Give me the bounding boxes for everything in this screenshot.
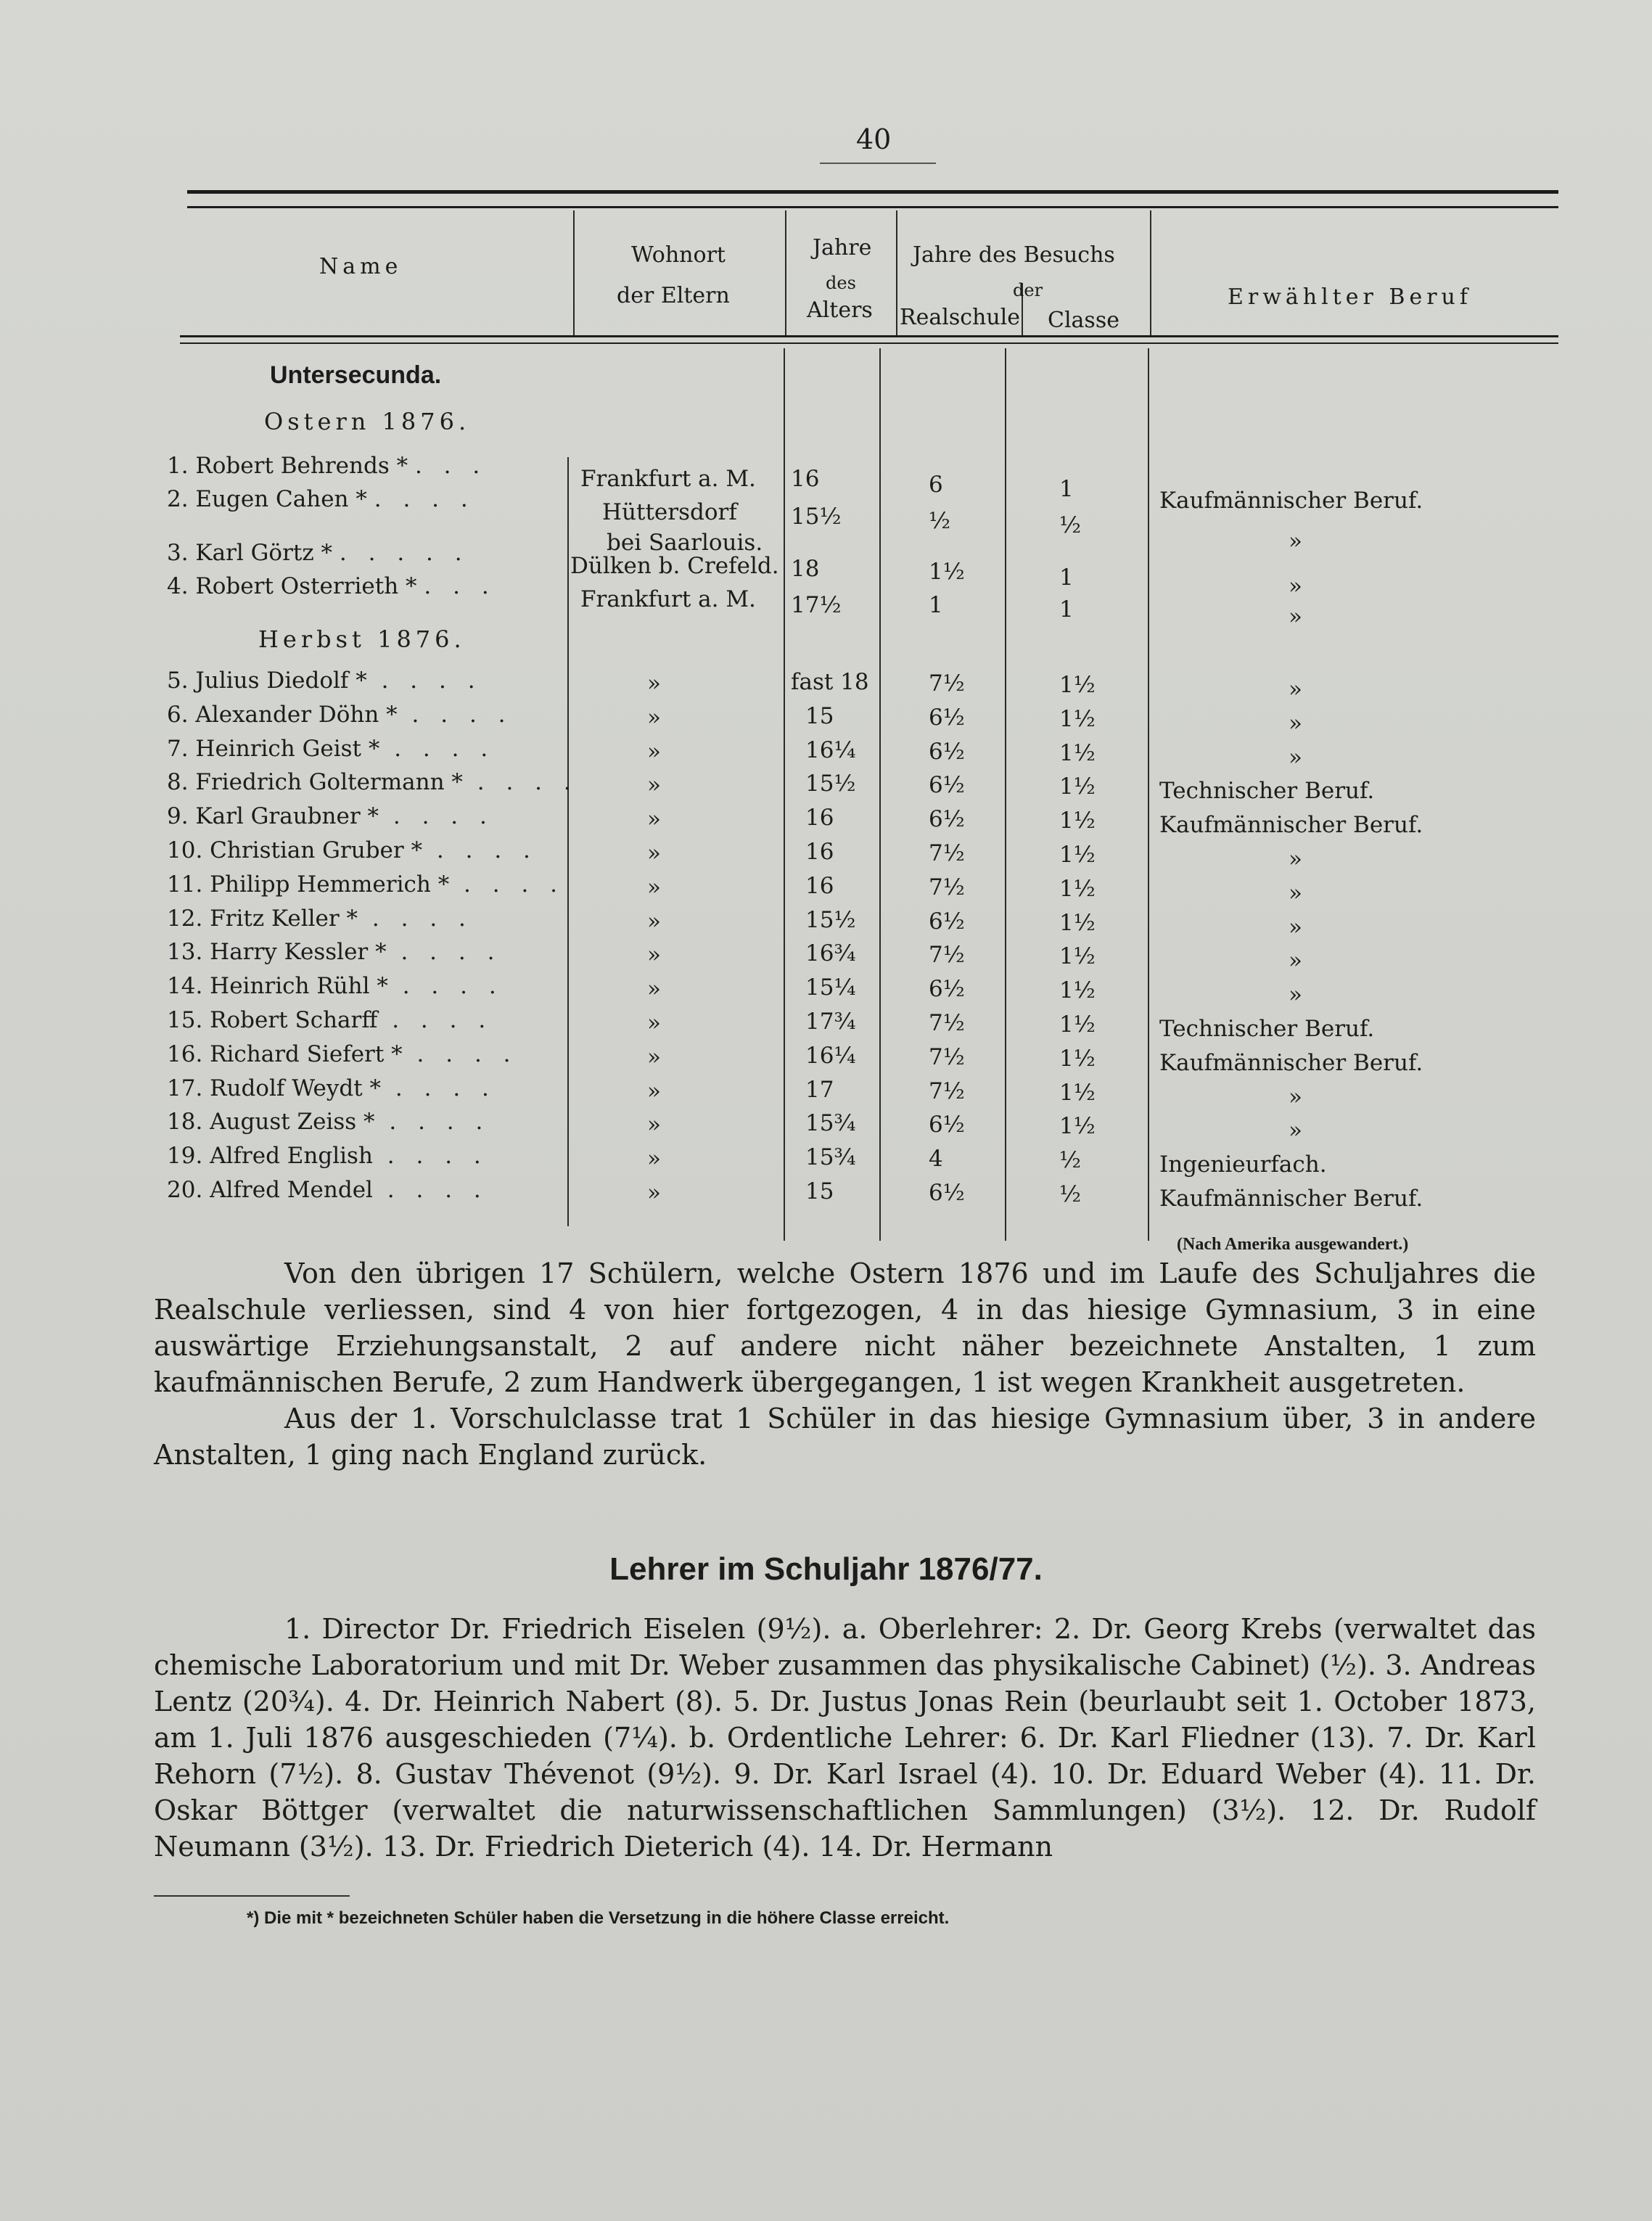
leader-dots: . . . . <box>372 1177 488 1203</box>
teachers-title: Lehrer im Schuljahr 1876/77. <box>609 1551 1043 1587</box>
table-row-9-name <box>167 803 494 829</box>
table-row-8-name-text: 8. Friedrich Goltermann * <box>167 769 463 795</box>
body-sep-4 <box>1005 348 1006 1241</box>
table-row-1-age: 16 <box>791 466 820 492</box>
table-row-7-name <box>167 736 495 762</box>
table-row-14-ort: » <box>647 976 661 1002</box>
table-row-20-real: 6½ <box>929 1180 965 1206</box>
table-row-12-real: 6½ <box>929 908 965 935</box>
table-row-9-name-text: 9. Karl Graubner * <box>167 803 379 829</box>
table-row-15-name <box>167 1007 493 1033</box>
table-row-13-name-text: 13. Harry Kessler * <box>167 939 387 965</box>
table-row-19-beruf: Ingenieurfach. <box>1159 1151 1327 1178</box>
table-row-4-real: 1 <box>929 592 943 618</box>
table-row-7-age: 16¼ <box>805 737 856 763</box>
table-row-6-name <box>167 702 513 728</box>
table-row-4-class: 1 <box>1059 596 1074 623</box>
table-row-15-age: 17¾ <box>805 1009 856 1035</box>
table-row-10-name-text: 10. Christian Gruber * <box>167 837 423 863</box>
table-row-16-beruf: Kaufmännischer Beruf. <box>1159 1050 1423 1076</box>
table-row-5-beruf: » <box>1289 676 1302 702</box>
table-row-1-real: 6 <box>929 472 943 498</box>
table-row-7-class: 1½ <box>1059 740 1096 766</box>
table-row-12-age: 15½ <box>805 907 856 933</box>
table-row-15-ort: » <box>647 1010 661 1036</box>
table-row-18-ort: » <box>647 1112 661 1138</box>
table-row-6-name-text: 6. Alexander Döhn * <box>167 702 398 728</box>
leader-dots: . . . . <box>379 803 494 829</box>
table-row-6-class: 1½ <box>1059 706 1096 732</box>
table-row-10-beruf: » <box>1289 846 1302 872</box>
table-row-5-age: fast 18 <box>791 669 869 695</box>
table-row-16-class: 1½ <box>1059 1046 1096 1072</box>
table-row-20-name-text: 20. Alfred Mendel <box>167 1177 373 1203</box>
leader-dots: . . . . <box>358 906 473 932</box>
leader-dots: . . . . <box>397 702 513 728</box>
table-row-12-class: 1½ <box>1059 910 1096 936</box>
table-row-15-class: 1½ <box>1059 1011 1096 1038</box>
table-row-16-ort: » <box>647 1044 661 1070</box>
table-row-2-beruf: Kaufmännischer Beruf. <box>1159 488 1423 514</box>
table-header-bottom-rule <box>180 335 1558 337</box>
table-row-14-beruf: » <box>1289 982 1302 1008</box>
leader-dots: . . . . <box>374 1109 490 1135</box>
table-row-6-real: 6½ <box>929 705 965 731</box>
table-row-2-class: ½ <box>1059 512 1082 538</box>
table-row-17-class: 1½ <box>1059 1080 1096 1106</box>
header-wohnort-1: Wohnort <box>631 242 726 268</box>
table-row-2-ort: Hüttersdorf <box>602 499 737 525</box>
header-besuch-2: der <box>1013 280 1043 300</box>
table-row-6-ort: » <box>647 705 661 731</box>
page-number: 40 <box>856 123 892 155</box>
table-row-3-ort: Dülken b. Crefeld. <box>570 553 779 579</box>
table-row-15-name-text: 15. Robert Scharff <box>167 1007 378 1033</box>
table-row-10-name <box>167 837 538 863</box>
leader-dots: . . . . <box>372 1143 488 1169</box>
footnote: *) Die mit * bezeichneten Schüler haben die Versetzung in die höhere Classe erreicht. <box>247 1908 950 1928</box>
table-row-5-name <box>167 668 482 694</box>
table-row-2-real: ½ <box>929 508 951 534</box>
table-row-16-real: 7½ <box>929 1044 965 1070</box>
header-beruf: Erwählter Beruf <box>1228 284 1472 310</box>
table-row-13-ort: » <box>647 942 661 968</box>
leader-dots: . . . . <box>379 736 496 762</box>
table-row-11-age: 16 <box>805 873 834 899</box>
table-row-5-real: 7½ <box>929 670 965 697</box>
page-number-underline <box>820 163 936 164</box>
table-row-7-real: 6½ <box>929 739 965 765</box>
table-row-2-age: 15½ <box>791 504 842 530</box>
table-row-17-name-text: 17. Rudolf Weydt * <box>167 1075 382 1101</box>
table-row-12-name <box>167 906 473 932</box>
table-row-2-ort-2: bei Saarlouis. <box>607 530 763 556</box>
table-row-14-real: 6½ <box>929 976 965 1002</box>
table-row-17-real: 7½ <box>929 1078 965 1104</box>
table-row-11-name <box>167 871 564 898</box>
table-row-18-name <box>167 1109 490 1135</box>
table-row-5-class: 1½ <box>1059 672 1096 698</box>
table-row-10-real: 7½ <box>929 840 965 866</box>
table-row-19-age: 15¾ <box>805 1144 856 1170</box>
table-row-20-age: 15 <box>805 1178 834 1204</box>
table-row-3-age: 18 <box>791 556 820 582</box>
table-row-4-name: 4. Robert Osterrieth * . . . <box>167 573 496 599</box>
table-row-15-real: 7½ <box>929 1010 965 1036</box>
table-row-17-name <box>167 1075 496 1101</box>
table-row-8-beruf: Technischer Beruf. <box>1159 778 1375 804</box>
header-jahre-3: Alters <box>807 297 873 323</box>
teachers-paragraph <box>154 1611 1536 1865</box>
table-row-14-class: 1½ <box>1059 977 1096 1003</box>
table-row-16-name-text: 16. Richard Siefert * <box>167 1041 403 1067</box>
table-row-7-ort: » <box>647 739 661 765</box>
table-row-7-name-text: 7. Heinrich Geist * <box>167 736 380 762</box>
table-row-13-age: 16¾ <box>805 940 856 966</box>
table-row-3-beruf: » <box>1289 528 1302 554</box>
leader-dots: . . . . <box>387 973 504 999</box>
table-row-10-class: 1½ <box>1059 842 1096 868</box>
table-row-17-age: 17 <box>805 1077 834 1103</box>
table-row-4-beruf-b: » <box>1289 604 1302 630</box>
table-row-8-age: 15½ <box>805 771 856 797</box>
table-row-10-ort: » <box>647 840 661 866</box>
paragraph-2: Aus der 1. Vorschulclasse trat 1 Schüler in das hiesige Gymnasium über, 3 in andere Anstalten, 1 ging nach England zurück. <box>154 1403 1536 1471</box>
table-row-13-name <box>167 939 501 965</box>
table-row-19-name <box>167 1143 488 1169</box>
table-row-9-ort: » <box>647 806 661 832</box>
table-row-9-class: 1½ <box>1059 808 1096 834</box>
table-row-13-beruf: » <box>1289 948 1302 974</box>
table-row-14-name-text: 14. Heinrich Rühl * <box>167 973 388 999</box>
header-realschule: Realschule <box>900 305 1021 330</box>
table-row-20-name <box>167 1177 488 1203</box>
table-row-19-real: 4 <box>929 1146 943 1172</box>
table-row-11-class: 1½ <box>1059 876 1096 902</box>
table-row-5-name-text: 5. Julius Diedolf * <box>167 668 367 694</box>
table-row-8-class: 1½ <box>1059 773 1096 800</box>
table-row-3-class: 1 <box>1059 565 1074 591</box>
table-row-7-beruf: » <box>1289 744 1302 771</box>
paragraph-1: Von den übrigen 17 Schülern, welche Ostern 1876 und im Laufe des Schuljahres die Realschule verliessen, sind 4 von hier fortgezogen, 4 in das hiesige Gymnasium, 3 in eine auswärtige Erziehungsanstalt, 2 auf andere nicht näher bezeichnete Anstalten, 1 zum kaufmännischen Berufe, 2 zum Handwerk übergegangen, 1 ist wegen Krankheit ausgetreten. <box>154 1257 1536 1398</box>
table-row-20-ort: » <box>647 1180 661 1206</box>
col-sep-2 <box>785 210 786 335</box>
table-row-9-age: 16 <box>805 805 834 831</box>
table-row-2-name: 2. Eugen Cahen * . . . . <box>167 486 475 512</box>
table-row-16-name <box>167 1041 518 1067</box>
table-row-8-ort: » <box>647 772 661 798</box>
emigration-note: (Nach Amerika ausgewandert.) <box>1177 1235 1409 1254</box>
leaving-students-paragraph <box>154 1255 1536 1473</box>
table-row-9-beruf: Kaufmännischer Beruf. <box>1159 812 1423 838</box>
table-row-13-class: 1½ <box>1059 943 1096 969</box>
col-sep-3 <box>896 210 897 335</box>
col-sep-1 <box>573 210 575 335</box>
footnote-rule <box>154 1895 350 1897</box>
header-besuch-1: Jahre des Besuchs <box>913 242 1115 268</box>
class-title: Untersecunda. <box>270 361 442 389</box>
table-row-8-real: 6½ <box>929 772 965 798</box>
leader-dots: . . . . <box>366 668 482 694</box>
body-sep-3 <box>879 348 881 1241</box>
table-row-11-real: 7½ <box>929 874 965 900</box>
group-label-ostern: Ostern 1876. <box>264 408 471 435</box>
leader-dots: . . . . <box>402 1041 518 1067</box>
header-jahre-1: Jahre <box>813 235 872 260</box>
teachers-text: 1. Director Dr. Friedrich Eiselen (9½). a. Oberlehrer: 2. Dr. Georg Krebs (verwaltet das chemische Laboratorium und mit Dr. Weber zusammen das physikalische Cabinet) (½). 3. Andreas Lentz (20¾). 4. Dr. Heinrich Nabert (8). 5. Dr. Justus Jonas Rein (beurlaubt seit 1. October 1873, am 1. Juli 1876 ausgeschieden (7¼). b. Ordentliche Lehrer: 6. Dr. Karl Fliedner (13). 7. Dr. Karl Rehorn (7½). 8. Gustav Thévenot (9½). 9. Dr. Karl Israel (4). 10. Dr. Eduard Weber (4). 11. Dr. Oskar Böttger (verwaltet die naturwissenschaftlichen Sammlungen) (3½). 12. Dr. Rudolf Neumann (3½). 13. Dr. Friedrich Dieterich (4). 14. Dr. Hermann <box>154 1613 1536 1863</box>
leader-dots: . . . . <box>462 769 578 795</box>
table-row-18-beruf: » <box>1289 1117 1302 1144</box>
body-sep-1 <box>567 457 569 1226</box>
col-sep-5 <box>1150 210 1151 335</box>
header-wohnort-2: der Eltern <box>617 283 730 308</box>
table-row-11-ort: » <box>647 874 661 900</box>
group-label-herbst: Herbst 1876. <box>258 625 466 653</box>
table-row-18-class: 1½ <box>1059 1113 1096 1139</box>
table-row-4-beruf-a: » <box>1289 573 1302 599</box>
body-sep-5 <box>1148 348 1149 1241</box>
table-row-11-beruf: » <box>1289 880 1302 906</box>
table-row-12-ort: » <box>647 908 661 935</box>
table-row-13-real: 7½ <box>929 942 965 968</box>
table-row-16-age: 16¼ <box>805 1043 856 1069</box>
table-row-19-name-text: 19. Alfred English <box>167 1143 373 1169</box>
table-row-1-ort: Frankfurt a. M. <box>580 466 756 492</box>
table-row-14-name <box>167 973 504 999</box>
table-row-19-ort: » <box>647 1146 661 1172</box>
table-row-20-beruf: Kaufmännischer Beruf. <box>1159 1186 1423 1212</box>
table-row-17-beruf: » <box>1289 1084 1302 1110</box>
table-row-4-age: 17½ <box>791 592 842 618</box>
leader-dots: . . . . <box>386 939 502 965</box>
table-row-1-name: 1. Robert Behrends * . . . <box>167 453 488 479</box>
table-row-5-ort: » <box>647 670 661 697</box>
table-row-12-name-text: 12. Fritz Keller * <box>167 906 358 932</box>
table-row-18-name-text: 18. August Zeiss * <box>167 1109 375 1135</box>
table-row-8-name <box>167 769 578 795</box>
leader-dots: . . . . <box>422 837 538 863</box>
table-row-3-real: 1½ <box>929 559 965 585</box>
header-name: Name <box>319 254 403 279</box>
table-row-9-real: 6½ <box>929 806 965 832</box>
table-row-14-age: 15¼ <box>805 974 856 1001</box>
table-top-rule-thin <box>187 206 1558 208</box>
table-row-10-age: 16 <box>805 839 834 865</box>
table-row-15-beruf: Technischer Beruf. <box>1159 1016 1375 1042</box>
header-jahre-2: des <box>826 273 856 293</box>
table-row-11-name-text: 11. Philipp Hemmerich * <box>167 871 450 898</box>
table-top-rule-thick <box>187 190 1558 194</box>
table-row-17-ort: » <box>647 1078 661 1104</box>
leader-dots: . . . . <box>377 1007 493 1033</box>
leader-dots: . . . . <box>449 871 565 898</box>
table-row-18-real: 6½ <box>929 1112 965 1138</box>
table-row-4-ort: Frankfurt a. M. <box>580 586 756 612</box>
table-row-19-class: ½ <box>1059 1147 1082 1173</box>
table-row-6-age: 15 <box>805 703 834 729</box>
header-classe: Classe <box>1048 308 1119 333</box>
leader-dots: . . . . <box>381 1075 496 1101</box>
table-row-12-beruf: » <box>1289 914 1302 940</box>
table-row-18-age: 15¾ <box>805 1110 856 1136</box>
table-row-1-class: 1 <box>1059 476 1074 502</box>
table-row-20-class: ½ <box>1059 1181 1082 1207</box>
table-row-6-beruf: » <box>1289 710 1302 736</box>
table-header-bottom-rule-2 <box>180 342 1558 344</box>
body-sep-2 <box>784 348 785 1241</box>
table-row-3-name: 3. Karl Görtz * . . . . . <box>167 540 469 566</box>
